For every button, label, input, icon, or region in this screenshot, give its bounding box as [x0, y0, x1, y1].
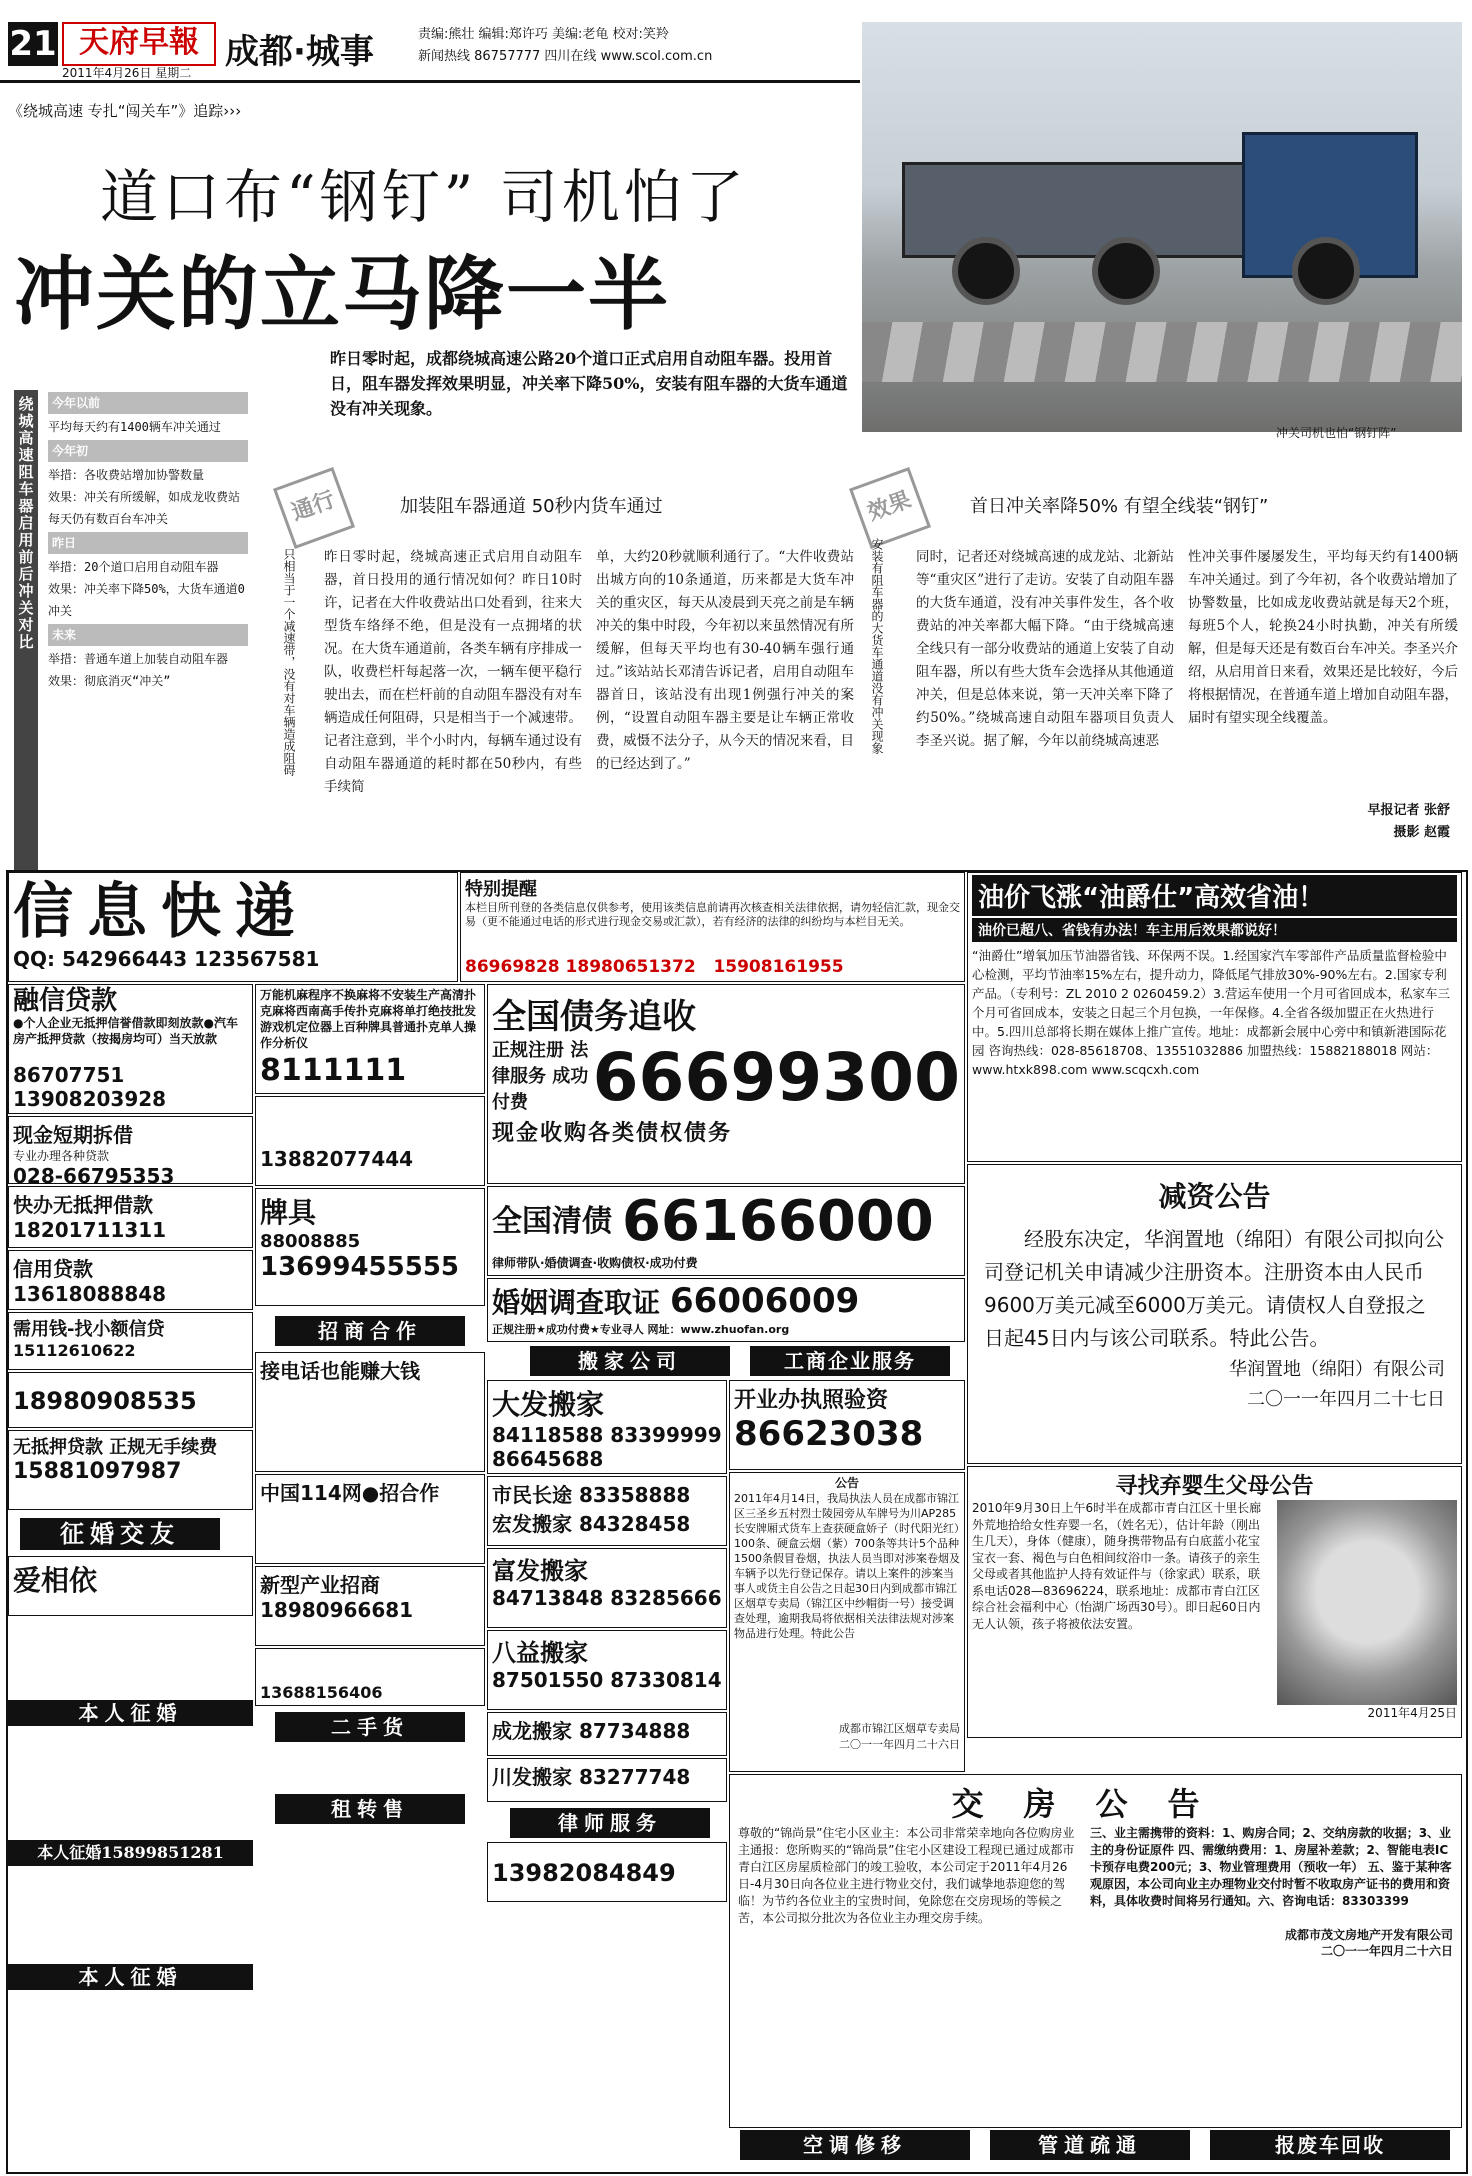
baby-photo — [1277, 1500, 1457, 1705]
period-line: 效果：冲关有所缓解，如成龙收费站每天仍有数百台车冲关 — [48, 490, 241, 526]
band-benren-3: 本人征婚 — [8, 1964, 253, 1990]
period-line: 效果：彻底消灭“冲关” — [48, 674, 171, 688]
comparison-box — [48, 390, 248, 692]
period-heading: 今年以前 — [48, 392, 248, 414]
ad-xuyong: 需用钱-找小额信贷 15112610622 — [8, 1312, 253, 1370]
subhead-1: 加装阻车器通道 50秒内货车通过 — [400, 496, 663, 517]
body-column-1: 昨日零时起，绕城高速正式启用自动阻车器，首日投用的通行情况如何？昨日10时许，记者在大件收费站出口处看到，往来大型货车络绎不绝，但是没有一点拥堵的状况。在大货车通道前，各类车辆有序排成一队，收费栏杆每起落一次，一辆车便平稳行驶出去，而在栏杆前的自动阻车器没有对车辆造成任何阻碍，只是相当于一个减速带。记者注意到，半个小时内，每辆车通过设有自动阻车器通道的耗时都在50秒内，有些手续简 — [324, 549, 582, 795]
period-line: 平均每天约有1400辆车冲关通过 — [48, 420, 221, 434]
period-line: 举措：普通车道上加装自动阻车器 — [48, 652, 229, 666]
byline: 早报记者 张舒 摄影 赵霞 — [1367, 803, 1450, 840]
band-benren-2: 本人征婚15899851281 — [8, 1840, 253, 1866]
ad-qingzhai: 全国清债 66166000 律师带队·婚债调查·收购债权·成功付费 — [487, 1186, 965, 1276]
ad-114: 中国114网●招合作 — [255, 1474, 485, 1564]
jianzi-notice: 减资公告 经股东决定，华润置地（绵阳）有限公司拟向公司登记机关申请减少注册资本。注册资本由人民币9600万美元减至6000万美元。请债权人自登报之日起45日内与该公司联系。特此公告。 华润置地（绵阳）有限公司 二〇一一年四月二十七日 — [967, 1164, 1462, 1464]
period-heading: 昨日 — [48, 532, 248, 554]
sidebar-title: 绕城高速阻车器启用前后冲关对比 — [14, 390, 38, 872]
ad-chenglong: 成龙搬家 87734888 — [487, 1712, 727, 1756]
stamp-tongxing: 通行 — [273, 467, 355, 549]
ad-xinyong: 信用贷款 13618088848 — [8, 1250, 253, 1310]
band-ershou: 二手货 — [275, 1712, 465, 1742]
pull-quote-1: 只相当于一个减速带，没有对车辆造成阻碍 — [282, 548, 296, 776]
band-zhaoshang: 招商合作 — [275, 1316, 465, 1346]
ad-chuanfa: 川发搬家 83277748 — [487, 1758, 727, 1802]
headline-line-1: 道口布“钢钉” 司机怕了 — [100, 163, 748, 231]
ad-zhangshi: 13688156406 — [255, 1648, 485, 1706]
ad-majiang: 万能机麻程序不换麻将不安装生产高清扑克麻将西南高手传扑克麻将单打绝技批发游戏机定位器上百种牌具普通扑克单人操作分析仪 8111111 — [255, 984, 485, 1094]
period-line: 效果：冲关率下降50%，大货车通道0冲关 — [48, 582, 245, 618]
band-baofei: 报废车回收 — [1210, 2130, 1450, 2160]
ad-lvshi: 13982084849 — [487, 1842, 727, 1902]
band-kongtiao: 空调修移 — [740, 2130, 970, 2160]
ad-dafa: 大发搬家 84118588 83399999 86645688 — [487, 1380, 727, 1474]
ad-bayi: 八益搬家 87501550 87330814 — [487, 1630, 727, 1710]
ad-youjia: 油价飞涨“油爵仕”高效省油！ 油价已超八、省钱有办法！车主用后效果都说好！ “油爵仕”增氧加压节油器省钱、环保两不误。1.经国家汽车零部件产品质量监督检验中心检测，平均节油率15%左右，提升动力，降低尾气排放30%-90%左右。2.国家专利产品。（专利号：ZL 2010 2 0260459.2）3.营运车使用一个月可省回成本，私家车三个月可省回成本，安装之日起三个月包换，一年保修。4.全省各级加盟正在火热进行中。5.四川总部将长期在媒体上推广宣传。地址：成都新会展中心旁中和镇新港国际花园 咨询热线：028-85618708、13551032886 加盟热线：15882188018 网站：www.htxk898.com www.scqcxh.com — [967, 872, 1462, 1162]
ad-fugui: 富发搬家 84713848 83285666 — [487, 1548, 727, 1628]
ad-aixiangyi: 爱相依 — [8, 1556, 253, 1616]
ad-zhaiwu: 全国债务追收 正规注册 法律服务 成功付费 66699300 现金收购各类债权债务 — [487, 984, 965, 1184]
ad-rongxin: 融信贷款 ●个人企业无抵押信誉借款即刻放款●汽车房产抵押贷款（按揭房均可）当天放款 86707751 13908203928 — [8, 984, 253, 1114]
period-heading: 今年初 — [48, 440, 248, 462]
band-zuzhuan: 租转售 — [275, 1794, 465, 1824]
header-rule — [0, 80, 860, 83]
body-column-4: 性冲关事件屡屡发生，平均每天约有1400辆车冲关通过。到了今年初，各个收费站增加了协警数量，比如成龙收费站就是每天2个班，每班5个人，轮换24小时执勤，冲关有所缓解，但是每天还是有数百台车冲关。李圣兴介绍，从启用首日来看，效果还是比较好，今后将根据情况，在普通车道上增加自动阻车器，届时有望实现全线覆盖。 — [1188, 549, 1458, 726]
headline-line-2: 冲关的立马降一半 — [14, 248, 670, 341]
ad-hunyin: 婚姻调查取证 66006009 正规注册★成功付费★专业寻人 网址：www.zhuofan.org — [487, 1278, 965, 1342]
body-column-3: 同时，记者还对绕城高速的成龙站、北新站等“重灾区”进行了走访。安装了自动阻车器的大货车通道，没有冲关事件发生，各个收费站的冲关率都大幅下降。“由于绕城高速全线只有一部分收费站的通道上安装了自动阻车器，所以有些大货车会选择从其他通道冲关，但是总体来说，第一天冲关率下降了约50%。”绕城高速自动阻车器项目负责人李圣兴说。据了解，今年以前绕城高速恶 — [916, 549, 1174, 749]
period-line: 举措：20个道口启用自动阻车器 — [48, 560, 219, 574]
tobacco-notice: 公告 2011年4月14日，我局执法人员在成都市锦江区三圣乡五村烈士陵园旁从车牌号为川AP285长安牌厢式货车上查获硬盒娇子（时代阳光红）100条、硬盒云烟（紫）700条等共计5个品种1500条假冒卷烟，执法人员当即对涉案卷烟及车辆予以先行登记保存。请以上案件的涉案当事人或货主自公告之日起30日内到成都市锦江区烟草专卖局（锦江区中纱帽街一号）接受调查处理，逾期我局将依据相关法律法规对涉案物品进行处理。特此公告 成都市锦江区烟草专卖局 二〇一一年四月二十六日 — [729, 1472, 965, 1772]
jiaofang-notice: 交房公告 尊敬的“锦尚景”住宅小区业主：本公司非常荣幸地向各位购房业主通报：您所购买的“锦尚景”住宅小区建设工程现已通过成都市青白江区房屋质检部门的竣工验收，本公司定于2011年4月26日-4月30日向各位业主进行物业交付，我们诚挚地恭迎您的驾临！为节约各位业主的宝贵时间，免除您在交房现场的等候之苦，本公司拟分批次为各位业主办理交房手续。 三、业主需携带的资料：1、购房合同；2、交纳房款的收据；3、业主的身份证原件 四、需缴纳费用：1、房屋补差款；2、智能电表IC卡预存电费200元；3、物业管理费用（预收一年） 五、鉴于某种客观原因，本公司向业主办理物业交付时暂不收取房产证书的费用和资料，具体收费时间将另行通知。六、咨询电话：83303399 成都市茂文房地产开发有限公司 二〇一一年四月二十六日 — [729, 1774, 1462, 2128]
period-heading: 未来 — [48, 624, 248, 646]
newspaper-logo: 天府早報 — [62, 22, 216, 66]
body-column-2: 单，大约20秒就顺利通行了。“大件收费站出城方向的10条通道，历来都是大货车冲关的重灾区，每天从凌晨到天亮之前是车辆冲关的集中时段，今年初以来虽然情况有所缓解，但每天平均也有30-40辆车强行通过。”该站站长邓清告诉记者，启用自动阻车器首日，该站没有出现1例强行冲关的案例，“设置自动阻车器主要是让车辆正常收费，威慑不法分子，从今天的情况来看，目的已经达到了。” — [596, 549, 854, 772]
xinxi-banner: 信息快递 QQ: 542966443 123567581 — [8, 872, 458, 982]
ad-xianjin: 现金短期拆借 专业办理各种贷款 028-66795353 — [8, 1116, 253, 1184]
article-kicker: 《绕城高速 专扎“闯关车”》追踪››› — [8, 102, 242, 120]
band-gongshang: 工商企业服务 — [750, 1346, 950, 1376]
spike-strip-shape — [862, 322, 1462, 382]
page-number: 21 — [9, 24, 57, 64]
news-photo — [862, 22, 1462, 432]
editor-credits: 责编:熊壮 编辑:郑许巧 美编:老龟 校对:笑羚 新闻热线 86757777 四川在线 www.scol.com.cn — [418, 27, 713, 64]
stamp-xiaoguo: 效果 — [849, 467, 931, 549]
period-line: 举措：各收费站增加协警数量 — [48, 468, 205, 482]
pull-quote-2: 安装有阻车器的大货车通道没有冲关现象 — [870, 538, 884, 754]
section-title: 成都·城事 — [225, 32, 374, 72]
wheel-shape — [1092, 237, 1160, 305]
band-banjia: 搬家公司 — [530, 1346, 730, 1376]
photo-caption: 冲关司机也怕“钢钉阵” — [1276, 426, 1397, 440]
ad-shimin: 市民长途 83358888 宏发搬家 84328458 — [487, 1476, 727, 1546]
band-benren-1: 本人征婚 — [8, 1700, 253, 1726]
ad-wudiya: 无抵押贷款 正规无手续费 15881097987 — [8, 1430, 253, 1510]
ad-kuaiban: 快办无抵押借款 18201711311 — [8, 1186, 253, 1248]
ad-xinxing: 新型产业招商 18980966681 — [255, 1566, 485, 1646]
ad-jietong: 接电话也能赚大钱 — [255, 1352, 485, 1472]
band-guandao: 管道疏通 — [990, 2130, 1190, 2160]
xunzhao-notice: 寻找弃婴生父母公告 2010年9月30日上午6时半在成都市青白江区十里长廊外荒地拾给女性弃婴一名，（姓名无），估计年龄（刚出生几天），身体（健康），随身携带物品有白底蓝小花宝宝衣一套、褐色与白色相间纹浴巾一条。请孩子的亲生父母或者其他监护人持有效证件与（徐家武）联系，联系电话028—83696224，联系地址：成都市青白江区综合社会福利中心（怡湖广场西30号）。即日起60日内无人认领，孩子将被依法安置。 2011年4月25日 — [967, 1466, 1462, 1738]
ad-geren: 18980908535 — [8, 1372, 253, 1428]
subhead-2: 首日冲关率降50% 有望全线装“钢钉” — [970, 496, 1269, 517]
truck-bed-shape — [902, 162, 1248, 258]
article-lead: 昨日零时起，成都绕城高速公路20个道口正式启用自动阻车器。投用首日，阻车器发挥效果明显，冲关率下降50%，安装有阻车器的大货车通道没有冲关现象。 — [330, 349, 848, 418]
wheel-shape — [952, 237, 1020, 305]
issue-date: 2011年4月26日 星期二 — [62, 66, 192, 80]
ad-kaizhi: 开业办执照验资 86623038 — [729, 1380, 965, 1470]
wheel-shape — [1292, 237, 1360, 305]
notice-box: 特别提醒 本栏目所刊登的各类信息仅供参考，使用该类信息前请再次核查相关法律依据，请勿轻信汇款，现金交易（更不能通过电话的形式进行现金交易或汇款），若有经济的法律的纠纷均与本栏目无关。 86969828 18980651372 15908161955 — [460, 872, 965, 982]
ad-chuanpu: 13882077444 — [255, 1096, 485, 1186]
ad-paiju: 牌具 88008885 13699455555 — [255, 1188, 485, 1306]
band-zhenghun: 征婚交友 — [20, 1518, 220, 1550]
band-lvshi: 律师服务 — [510, 1808, 710, 1838]
